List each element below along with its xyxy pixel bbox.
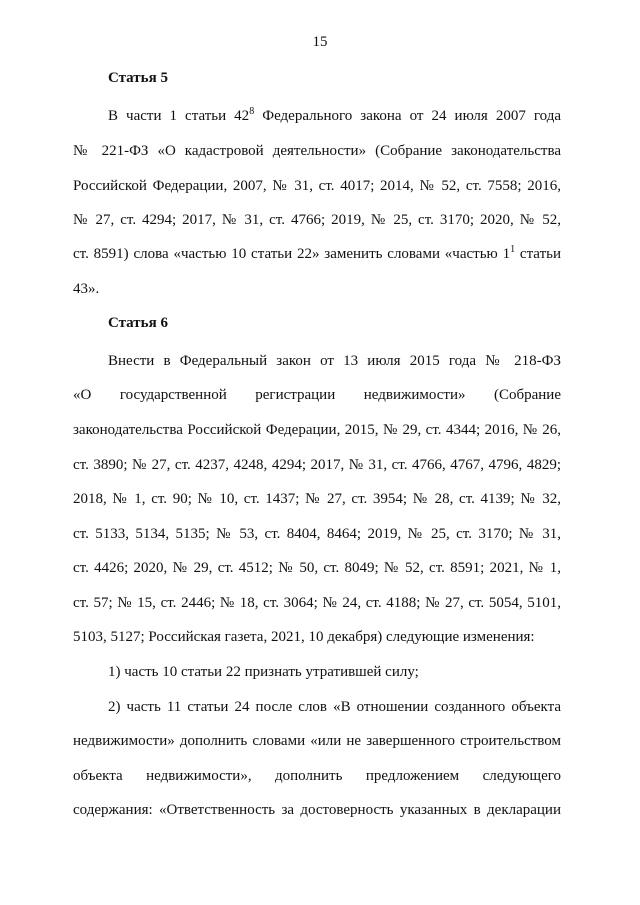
article-6-line-6: ст. 5133, 5134, 5135; № 53, ст. 8404, 8464; 2019, № 25, ст. 3170; № 31,	[73, 526, 561, 542]
article-6-line-5: 2018, № 1, ст. 90; № 10, ст. 1437; № 27, ст. 3954; № 28, ст. 4139; № 32,	[73, 491, 561, 507]
article-5-line-5-text-b: статьи	[515, 246, 561, 262]
article-6-line-3: законодательства Российской Федерации, 2015, № 29, ст. 4344; 2016, № 26,	[73, 422, 561, 438]
article-5-line-1-text-b: Федерального закона от 24 июля 2007 года	[254, 108, 561, 124]
article-5-line-5	[73, 244, 561, 264]
article-5-heading: Статья 5	[108, 70, 168, 86]
article-6-line-1: Внести в Федеральный закон от 13 июля 2015 года № 218-ФЗ	[108, 353, 561, 369]
amendment-item-1: 1) часть 10 статьи 22 признать утратившей силу;	[108, 664, 419, 680]
amendment-item-2-line-4: содержания: «Ответственность за достоверность указанных в декларации	[73, 802, 561, 818]
article-5-line-4: № 27, ст. 4294; 2017, № 31, ст. 4766; 2019, № 25, ст. 3170; 2020, № 52,	[73, 212, 561, 228]
article-5-line-3: Российской Федерации, 2007, № 31, ст. 4017; 2014, № 52, ст. 7558; 2016,	[73, 178, 561, 194]
article-6-line-4: ст. 3890; № 27, ст. 4237, 4248, 4294; 2017, № 31, ст. 4766, 4767, 4796, 4829;	[73, 457, 561, 473]
article-6-line-8: ст. 57; № 15, ст. 2446; № 18, ст. 3064; № 24, ст. 4188; № 27, ст. 5054, 5101,	[73, 595, 561, 611]
article-6-line-7: ст. 4426; 2020, № 29, ст. 4512; № 50, ст. 8049; № 52, ст. 8591; 2021, № 1,	[73, 560, 561, 576]
page-number: 15	[312, 34, 328, 50]
amendment-item-2-line-2: недвижимости» дополнить словами «или не завершенного строительством	[73, 733, 561, 749]
article-5-line-5-text: ст. 8591) слова «частью 10 статьи 22» заменить словами «частью 1	[73, 246, 511, 262]
article-5-line-1	[108, 106, 561, 126]
article-5-line-6: 43».	[73, 281, 100, 297]
amendment-item-2-line-3: объекта недвижимости», дополнить предложением следующего	[73, 768, 561, 784]
article-5-line-1-text: В части 1 статьи 42	[108, 108, 250, 124]
superscript-8: 8	[249, 106, 255, 117]
article-6-line-2: «О государственной регистрации недвижимости» (Собрание	[73, 387, 561, 403]
superscript-1: 1	[510, 244, 516, 255]
article-6-heading: Статья 6	[108, 315, 168, 331]
article-6-line-9: 5103, 5127; Российская газета, 2021, 10 декабря) следующие изменения:	[73, 629, 535, 645]
article-5-line-2: № 221-ФЗ «О кадастровой деятельности» (Собрание законодательства	[73, 143, 561, 159]
amendment-item-2-line-1: 2) часть 11 статьи 24 после слов «В отношении созданного объекта	[108, 699, 561, 715]
